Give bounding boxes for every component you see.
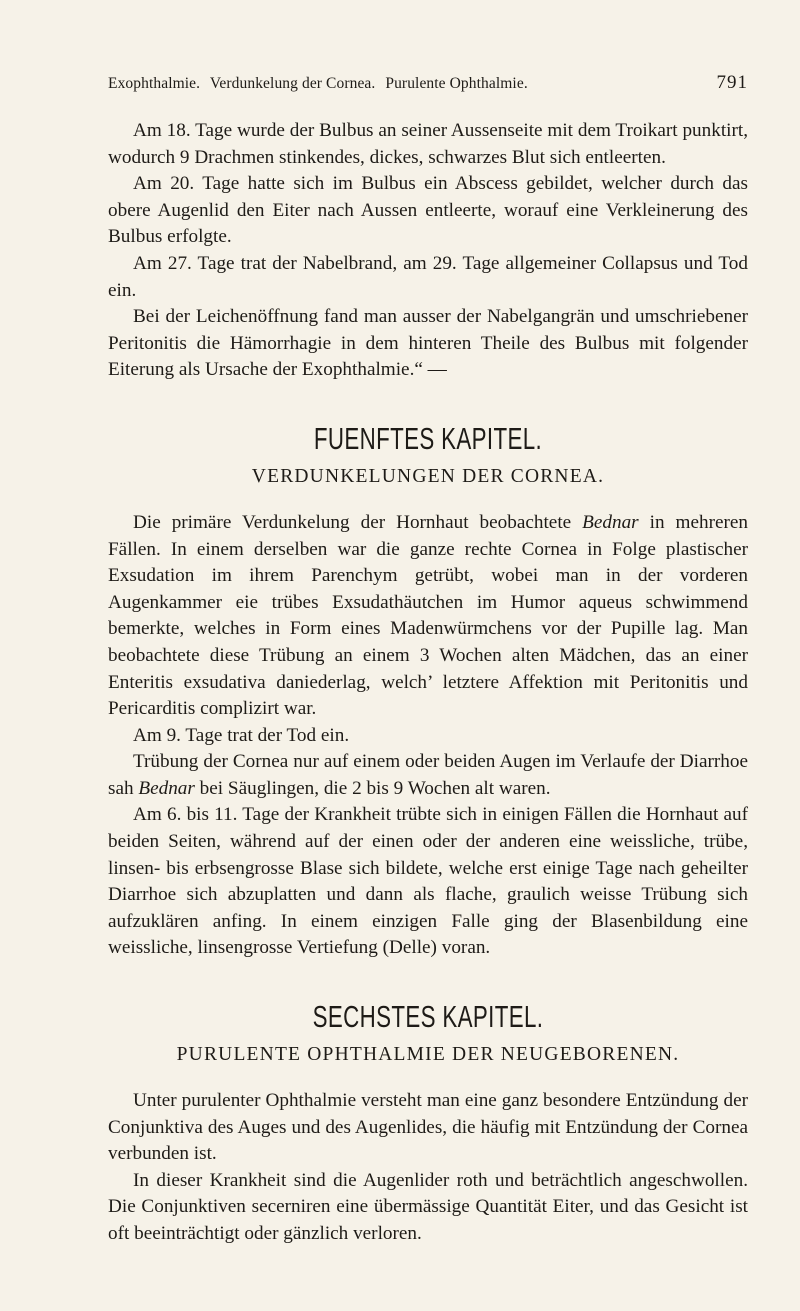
page-number: 791: [716, 72, 748, 93]
running-head-title-2: Verdunkelung der Cornea.: [209, 75, 376, 92]
chapter-heading: FUENFTES KAPITEL.: [313, 420, 543, 456]
paragraph: Am 27. Tage trat der Nabelbrand, am 29. Tage allgemeiner Collapsus und Tod ein.: [108, 252, 748, 301]
running-head-title-3: Purulente Ophthalmie.: [385, 75, 528, 92]
running-head-titles: [108, 75, 534, 93]
author-name: Bednar: [138, 777, 195, 799]
chapter-title: PURULENTE OPHTHALMIE DER NEUGEBORENEN.: [176, 1044, 680, 1066]
text-run: bei Säuglingen, die 2 bis 9 Wochen alt waren.: [194, 777, 551, 799]
book-page: [108, 72, 748, 1248]
chapter-title: VERDUNKELUNGEN DER CORNEA.: [251, 465, 605, 487]
running-head-title-1: Exophthalmie.: [108, 75, 201, 92]
chapter-heading: SECHSTES KAPITEL.: [312, 999, 544, 1035]
paragraph: Bei der Leichenöffnung fand man ausser der Nabelgangrän und umschriebener Peritonitis die Hämorrhagie in dem hinteren Theile des Bulbus mit folgender Eiterung als Ursache der Exophthalmie.“ —: [108, 306, 748, 381]
paragraph: Am 18. Tage wurde der Bulbus an seiner Aussenseite mit dem Troikart punktirt, wodurch 9 Drachmen stinkendes, dickes, schwarzes Blut sich entleerten.: [108, 120, 748, 168]
text-run: Trübung der Cornea nur auf einem oder beiden Augen im Verlaufe der Diarrhoe sah: [108, 751, 748, 799]
paragraph: In dieser Krankheit sind die Augenlider roth und beträchtlich angeschwollen. Die Conjunktiven secerniren eine übermässige Quantität Eiter, und das Gesicht ist oft beeinträchtigt oder gänzlich verloren.: [108, 1169, 748, 1244]
paragraph: Am 6. bis 11. Tage der Krankheit trübte sich in einigen Fällen die Hornhaut auf beiden Seiten, während auf der einen oder der anderen eine weissliche, trübe, linsen- bis erbsengrosse Blase sich bildete, welche erst einige Tage nach geheilter Diarrhoe sich abzuplatten und dann als flache, graulich weisse Trübung sich aufzuklären anfing. In einem einzigen Falle ging der Blasenbildung eine weissliche, linsengrosse Vertiefung (Delle) voran.: [108, 804, 748, 959]
paragraph: Am 9. Tage trat der Tod ein.: [133, 724, 350, 746]
paragraph: Am 20. Tage hatte sich im Bulbus ein Abscess gebildet, welcher durch das obere Augenlid den Eiter nach Aussen entleerte, worauf eine Verkleinerung des Bulbus erfolgte.: [108, 173, 748, 248]
author-name: Bednar: [582, 511, 639, 533]
paragraph: [108, 510, 748, 723]
paragraph: [108, 749, 748, 802]
text-run: Die primäre Verdunkelung der Hornhaut beobachtete: [133, 511, 583, 533]
case-report-section: [108, 118, 748, 384]
running-head: [108, 72, 748, 94]
text-run: in mehreren Fällen. In einem derselben war die ganze rechte Cornea in Folge plastischer Exsudation im ihrem Parenchym getrübt, wobei man in der vorderen Augenkammer eie trübes Exsudathäutchen im Humor aqueus schwimmend bemerkte, welches in Form eines Madenwürmchens vor der Pupille lag. Man beobachtete diese Trübung an einem 3 Wochen alten Mädchen, das an einer Enteritis exsudativa daniederlag, welch’ letztere Affektion mit Peritonitis und Pericarditis complizirt war.: [108, 511, 748, 720]
paragraph: Unter purulenter Ophthalmie versteht man eine ganz besondere Entzündung der Conjunktiva des Auges und des Augenlides, die häufig mit Entzündung der Cornea verbunden ist.: [108, 1090, 748, 1165]
